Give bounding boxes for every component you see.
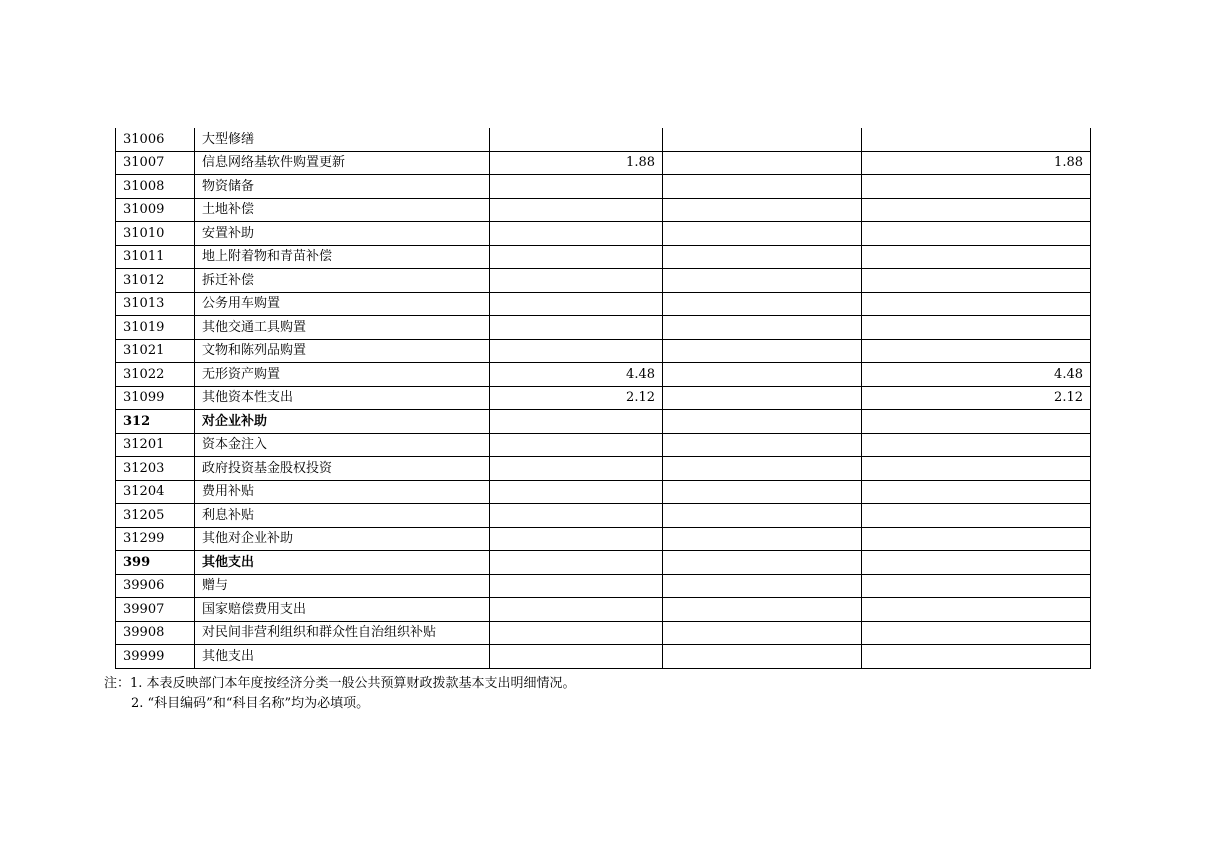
- value-cell-col5: [862, 339, 1091, 363]
- value-cell-col5: [862, 480, 1091, 504]
- name-cell: 资本金注入: [195, 433, 490, 457]
- value-cell-col4: [663, 386, 862, 410]
- value-cell-col3: 2.12: [490, 386, 663, 410]
- code-cell: 312: [116, 410, 195, 434]
- value-cell-col3: [490, 551, 663, 575]
- table-body: [116, 128, 1091, 668]
- name-cell: 土地补偿: [195, 198, 490, 222]
- value-cell-col4: [663, 433, 862, 457]
- value-cell-col3: [490, 128, 663, 151]
- code-cell: 31008: [116, 175, 195, 199]
- name-cell: 安置补助: [195, 222, 490, 246]
- value-cell-col3: [490, 457, 663, 481]
- value-cell-col4: [663, 621, 862, 645]
- name-cell: 其他交通工具购置: [195, 316, 490, 340]
- value-cell-col5: [862, 128, 1091, 151]
- value-cell-col4: [663, 551, 862, 575]
- table-row: [116, 621, 1091, 645]
- value-cell-col3: 4.48: [490, 363, 663, 387]
- value-cell-col3: [490, 292, 663, 316]
- name-cell: 费用补贴: [195, 480, 490, 504]
- value-cell-col3: [490, 222, 663, 246]
- code-cell: 31204: [116, 480, 195, 504]
- table-row: [116, 598, 1091, 622]
- code-cell: 31021: [116, 339, 195, 363]
- value-cell-col4: [663, 504, 862, 528]
- code-cell: 31012: [116, 269, 195, 293]
- code-cell: 31010: [116, 222, 195, 246]
- note-line-2: 2. “科目编码”和“科目名称”均为必填项。: [131, 696, 370, 711]
- value-cell-col4: [663, 316, 862, 340]
- value-cell-col5: [862, 269, 1091, 293]
- name-cell: 对民间非营利组织和群众性自治组织补贴: [195, 621, 490, 645]
- code-cell: 31201: [116, 433, 195, 457]
- value-cell-col4: [663, 645, 862, 669]
- table-row: [116, 527, 1091, 551]
- value-cell-col4: [663, 339, 862, 363]
- note-line-1: 注：1. 本表反映部门本年度按经济分类一般公共预算财政拨款基本支出明细情况。: [104, 676, 576, 691]
- value-cell-col3: [490, 433, 663, 457]
- code-cell: 31007: [116, 151, 195, 175]
- value-cell-col5: [862, 175, 1091, 199]
- table-row: [116, 363, 1091, 387]
- value-cell-col3: [490, 527, 663, 551]
- name-cell: 拆迁补偿: [195, 269, 490, 293]
- value-cell-col5: [862, 410, 1091, 434]
- value-cell-col3: [490, 339, 663, 363]
- value-cell-col3: [490, 480, 663, 504]
- value-cell-col3: [490, 504, 663, 528]
- code-cell: 31205: [116, 504, 195, 528]
- value-cell-col5: [862, 551, 1091, 575]
- name-cell: 利息补贴: [195, 504, 490, 528]
- code-cell: 31013: [116, 292, 195, 316]
- value-cell-col3: 1.88: [490, 151, 663, 175]
- value-cell-col5: [862, 292, 1091, 316]
- value-cell-col5: [862, 645, 1091, 669]
- name-cell: 地上附着物和青苗补偿: [195, 245, 490, 269]
- value-cell-col5: [862, 598, 1091, 622]
- value-cell-col5: [862, 222, 1091, 246]
- code-cell: 31299: [116, 527, 195, 551]
- value-cell-col4: [663, 457, 862, 481]
- code-cell: 39906: [116, 574, 195, 598]
- value-cell-col5: 2.12: [862, 386, 1091, 410]
- code-cell: 39908: [116, 621, 195, 645]
- value-cell-col5: [862, 457, 1091, 481]
- value-cell-col5: [862, 621, 1091, 645]
- code-cell: 39999: [116, 645, 195, 669]
- name-cell: 信息网络基软件购置更新: [195, 151, 490, 175]
- code-cell: 399: [116, 551, 195, 575]
- table-row: [116, 480, 1091, 504]
- value-cell-col3: [490, 269, 663, 293]
- value-cell-col5: [862, 245, 1091, 269]
- value-cell-col4: [663, 245, 862, 269]
- value-cell-col5: [862, 504, 1091, 528]
- value-cell-col3: [490, 316, 663, 340]
- table-row: [116, 222, 1091, 246]
- table-row: [116, 128, 1091, 151]
- table-row: [116, 433, 1091, 457]
- name-cell: 国家赔偿费用支出: [195, 598, 490, 622]
- value-cell-col4: [663, 527, 862, 551]
- value-cell-col5: 4.48: [862, 363, 1091, 387]
- value-cell-col4: [663, 292, 862, 316]
- table-row: [116, 574, 1091, 598]
- name-cell: 赠与: [195, 574, 490, 598]
- table-row: [116, 339, 1091, 363]
- name-cell: 文物和陈列品购置: [195, 339, 490, 363]
- value-cell-col4: [663, 480, 862, 504]
- table-row: [116, 175, 1091, 199]
- code-cell: 31009: [116, 198, 195, 222]
- table-row: [116, 551, 1091, 575]
- table-row: [116, 410, 1091, 434]
- value-cell-col3: [490, 175, 663, 199]
- code-cell: 31011: [116, 245, 195, 269]
- name-cell: 物资储备: [195, 175, 490, 199]
- value-cell-col3: [490, 598, 663, 622]
- table-row: [116, 269, 1091, 293]
- table-row: [116, 316, 1091, 340]
- value-cell-col4: [663, 363, 862, 387]
- value-cell-col3: [490, 245, 663, 269]
- code-cell: 31022: [116, 363, 195, 387]
- value-cell-col3: [490, 574, 663, 598]
- value-cell-col5: [862, 433, 1091, 457]
- value-cell-col4: [663, 175, 862, 199]
- value-cell-col4: [663, 574, 862, 598]
- name-cell: 其他支出: [195, 551, 490, 575]
- table-row: [116, 386, 1091, 410]
- value-cell-col4: [663, 151, 862, 175]
- name-cell: 大型修缮: [195, 128, 490, 151]
- value-cell-col4: [663, 410, 862, 434]
- table-row: [116, 645, 1091, 669]
- code-cell: 31203: [116, 457, 195, 481]
- value-cell-col3: [490, 198, 663, 222]
- table-row: [116, 292, 1091, 316]
- value-cell-col4: [663, 269, 862, 293]
- name-cell: 政府投资基金股权投资: [195, 457, 490, 481]
- value-cell-col5: [862, 198, 1091, 222]
- value-cell-col4: [663, 598, 862, 622]
- value-cell-col3: [490, 410, 663, 434]
- table-row: [116, 151, 1091, 175]
- code-cell: 31099: [116, 386, 195, 410]
- table-row: [116, 504, 1091, 528]
- value-cell-col3: [490, 645, 663, 669]
- value-cell-col4: [663, 222, 862, 246]
- name-cell: 公务用车购置: [195, 292, 490, 316]
- table-notes: [104, 674, 576, 714]
- value-cell-col4: [663, 198, 862, 222]
- name-cell: 对企业补助: [195, 410, 490, 434]
- code-cell: 31006: [116, 128, 195, 151]
- value-cell-col4: [663, 128, 862, 151]
- budget-expenditure-table: [115, 128, 1091, 669]
- value-cell-col5: [862, 316, 1091, 340]
- name-cell: 其他对企业补助: [195, 527, 490, 551]
- name-cell: 其他资本性支出: [195, 386, 490, 410]
- name-cell: 其他支出: [195, 645, 490, 669]
- value-cell-col5: 1.88: [862, 151, 1091, 175]
- table-row: [116, 457, 1091, 481]
- value-cell-col5: [862, 527, 1091, 551]
- code-cell: 31019: [116, 316, 195, 340]
- table-row: [116, 198, 1091, 222]
- table-row: [116, 245, 1091, 269]
- value-cell-col3: [490, 621, 663, 645]
- code-cell: 39907: [116, 598, 195, 622]
- name-cell: 无形资产购置: [195, 363, 490, 387]
- value-cell-col5: [862, 574, 1091, 598]
